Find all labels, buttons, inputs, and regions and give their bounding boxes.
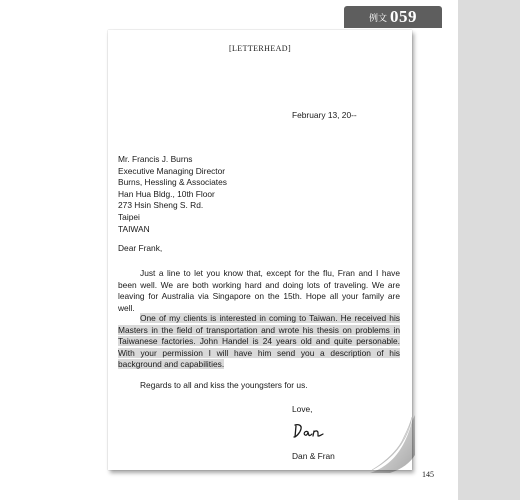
highlighted-text: One of my clients is interested in coming to Taiwan. He received his Masters in the field of transportation and wrote his thesis on problems in Taiwanese factories. John Handel is 24 years old and quite personable. With your permission I will have him send you a description of his background and capabilities. (118, 313, 400, 370)
address-line: Executive Managing Director (118, 165, 226, 176)
page-curl-corner (360, 415, 415, 473)
letter-date: February 13, 20-- (292, 110, 357, 120)
example-number-tab (344, 6, 442, 28)
page-number: 145 (422, 470, 434, 479)
body-paragraph-3: Regards to all and kiss the youngsters for us. (140, 380, 308, 390)
address-line: Burns, Hessling & Associates (118, 177, 227, 188)
address-line: Mr. Francis J. Burns (118, 154, 193, 164)
side-strip (458, 0, 520, 500)
recipient-address (118, 154, 227, 235)
example-number: 059 (390, 7, 417, 26)
closing: Love, (292, 404, 313, 414)
body-paragraph-1: Just a line to let you know that, except for the flu, Fran and I have been well. We are both working hard and doing lots of traveling. We are leaving for Australia via Singapore on the 15th. Hope all your family are well. (118, 268, 400, 313)
example-label: 例文 (368, 13, 387, 24)
address-line: 273 Hsin Sheng S. Rd. (118, 200, 204, 211)
address-line: Han Hua Bldg., 10th Floor (118, 188, 215, 199)
address-line: Taipei (118, 211, 140, 222)
signers: Dan & Fran (292, 451, 335, 461)
signature-dan (292, 422, 332, 440)
letterhead: [LETTERHEAD] (228, 44, 292, 53)
letter-sheet (108, 30, 412, 470)
body-paragraph-2-highlighted (118, 313, 400, 371)
address-line: TAIWAN (118, 223, 150, 234)
salutation: Dear Frank, (118, 243, 163, 253)
